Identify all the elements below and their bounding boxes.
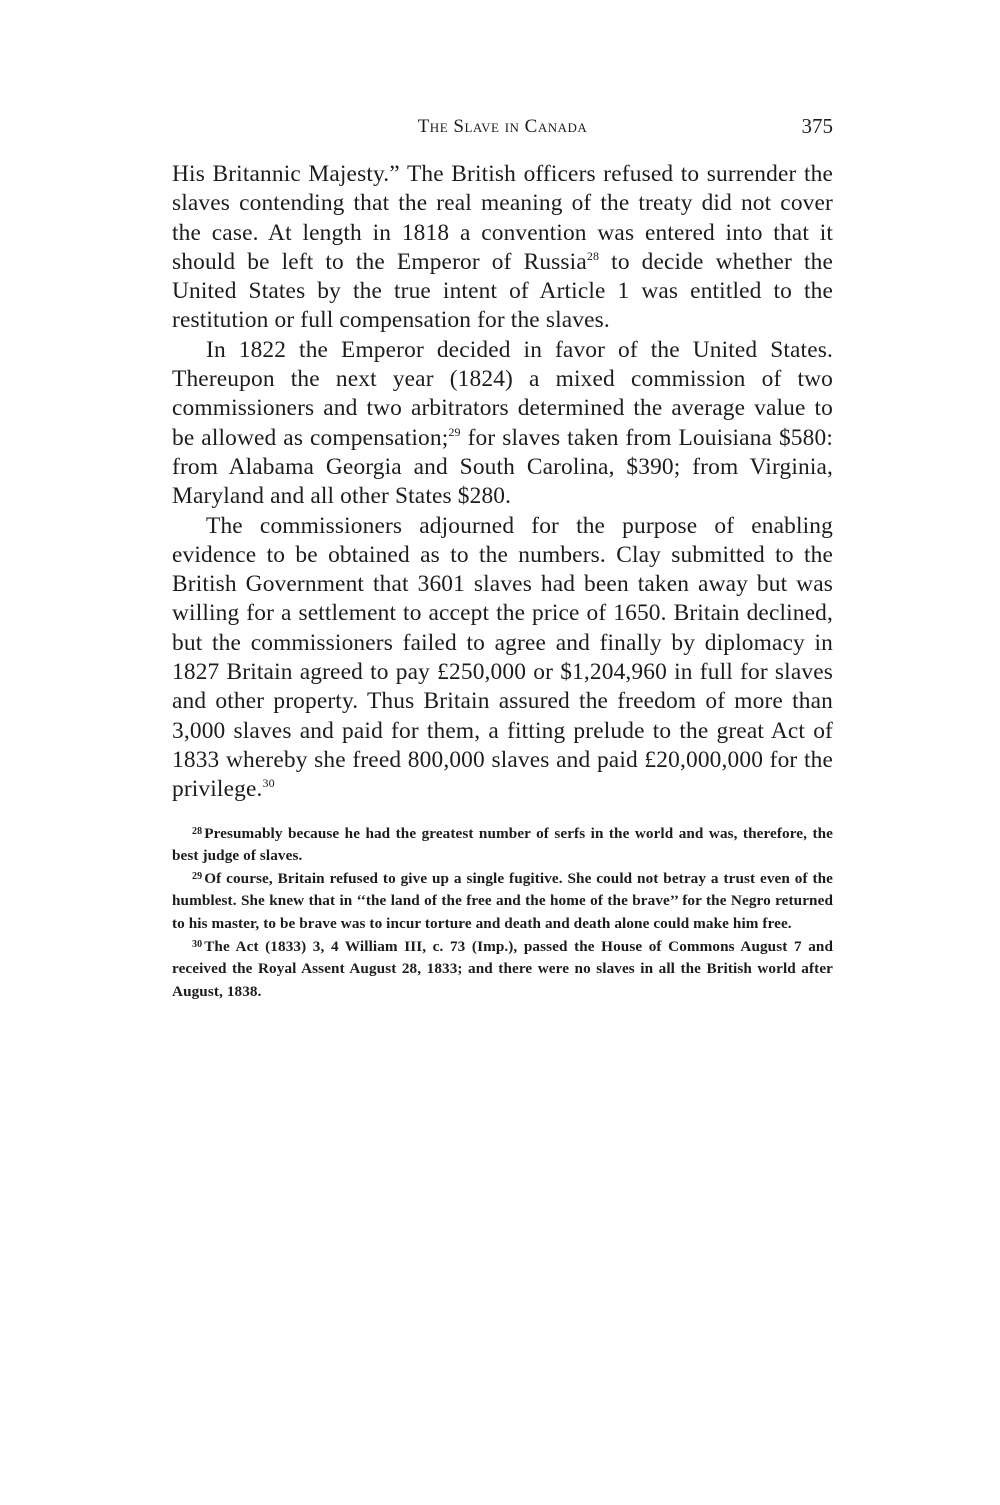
running-header [172, 112, 833, 144]
footnote-ref-29: 29 [448, 424, 461, 439]
footnote-28 [172, 823, 833, 868]
paragraph-3 [172, 512, 833, 805]
footnote-text: Of course, Britain refused to give up a single fugitive. She could not betray a trust even of the humblest. She knew that in ‘‘the land of the free and the home of the brave’’ for the Negro returned to his master, to be brave was to incur torture and death and death alone could make him free. [172, 869, 833, 932]
footnote-29 [172, 868, 833, 936]
running-title: The Slave in Canada [417, 116, 588, 137]
paragraph-2-text-a: In 1822 the Emperor decided in favor of the United States. Thereupon the next year (1824) a mixed commission of two commissioners and two arbitrators determined the average value to be allowed as compensation; [172, 336, 833, 451]
page-number: 375 [801, 114, 833, 138]
paragraph-1-text-b: to decide whether the United States by the true intent of Article 1 was entitled to the restitution or full compensation for the slaves. [172, 248, 833, 334]
book-page [172, 112, 833, 1003]
footnote-mark: 28 [192, 825, 203, 837]
footnote-text: The Act (1833) 3, 4 William III, c. 73 (Imp.), passed the House of Commons August 7 and received the Royal Assent August 28, 1833; and there were no slaves in all the British world after August, 1838. [172, 937, 833, 1000]
paragraph-1-text-a: His Britannic Majesty.” The British officers refused to surrender the slaves contending that the real meaning of the treaty did not cover the case. At length in 1818 a convention was entered into that it should be left to the Emperor of Russia [172, 161, 833, 275]
footnote-text: Presumably because he had the greatest number of serfs in the world and was, therefore, the best judge of slaves. [172, 824, 833, 865]
body-text [172, 160, 833, 805]
footnotes [172, 823, 833, 1004]
paragraph-3-text-a: The commissioners adjourned for the purpose of enabling evidence to be obtained as to the numbers. Clay submitted to the British Government that 3601 slaves had been taken away but was willing for a settlement to accept the price of 1650. Britain declined, but the commissioners failed to agree and finally by diplomacy in 1827 Britain agreed to pay £250,000 or $1,204,960 in full for slaves and other property. Thus Britain assured the freedom of more than 3,000 slaves and paid for them, a fitting prelude to the great Act of 1833 whereby she freed 800,000 slaves and paid £20,000,000 for the privilege. [172, 512, 833, 803]
footnote-ref-30: 30 [262, 776, 275, 791]
footnote-mark: 30 [192, 938, 203, 950]
footnote-30 [172, 936, 833, 1004]
footnote-ref-28: 28 [586, 248, 600, 263]
paragraph-1 [172, 160, 833, 336]
paragraph-2 [172, 336, 833, 512]
footnote-mark: 29 [192, 870, 203, 882]
paragraph-2-text-b: for slaves taken from Louisiana $580: from Alabama Georgia and South Carolina, $390; from Virginia, Maryland and all other States $280. [172, 424, 833, 510]
